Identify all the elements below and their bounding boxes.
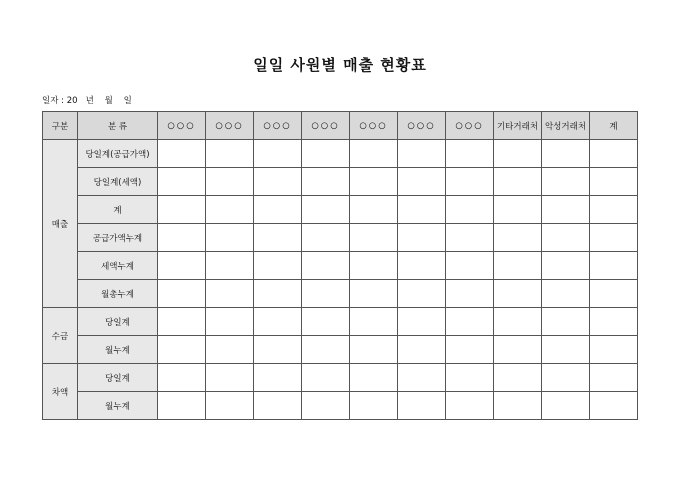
value-cell[interactable] (398, 392, 446, 420)
row-label: 당일계 (78, 364, 158, 392)
value-cell[interactable] (494, 308, 542, 336)
value-cell[interactable] (542, 196, 590, 224)
value-cell[interactable] (350, 196, 398, 224)
document-title: 일일 사원별 매출 현황표 (253, 56, 427, 74)
row-label: 월총누계 (78, 280, 158, 308)
table-row (43, 252, 638, 280)
value-cell[interactable] (302, 140, 350, 168)
value-cell[interactable] (398, 140, 446, 168)
value-cell[interactable] (446, 252, 494, 280)
value-cell[interactable] (206, 196, 254, 224)
value-cell[interactable] (590, 364, 638, 392)
value-cell[interactable] (446, 168, 494, 196)
value-cell[interactable] (350, 364, 398, 392)
value-cell[interactable] (590, 336, 638, 364)
date-line: 일자 : 20 년 월 일 (42, 96, 132, 106)
row-label: 당일계 (78, 308, 158, 336)
value-cell[interactable] (494, 392, 542, 420)
value-cell[interactable] (398, 364, 446, 392)
value-cell[interactable] (254, 392, 302, 420)
table-row (43, 224, 638, 252)
value-cell[interactable] (398, 196, 446, 224)
group-label: 수금 (43, 308, 78, 364)
value-cell[interactable] (446, 140, 494, 168)
value-cell[interactable] (350, 392, 398, 420)
value-cell[interactable] (158, 280, 206, 308)
column-header: ○○○ (446, 112, 494, 140)
value-cell[interactable] (542, 140, 590, 168)
value-cell[interactable] (446, 308, 494, 336)
value-cell[interactable] (158, 308, 206, 336)
value-cell[interactable] (542, 308, 590, 336)
value-cell[interactable] (398, 224, 446, 252)
column-header: ○○○ (302, 112, 350, 140)
value-cell[interactable] (254, 168, 302, 196)
value-cell[interactable] (158, 252, 206, 280)
value-cell[interactable] (254, 308, 302, 336)
value-cell[interactable] (254, 252, 302, 280)
value-cell[interactable] (158, 140, 206, 168)
value-cell[interactable] (350, 280, 398, 308)
value-cell[interactable] (350, 252, 398, 280)
value-cell[interactable] (254, 224, 302, 252)
value-cell[interactable] (206, 168, 254, 196)
value-cell[interactable] (494, 140, 542, 168)
column-header: ○○○ (158, 112, 206, 140)
table-row (43, 392, 638, 420)
value-cell[interactable] (158, 224, 206, 252)
header-row (43, 112, 638, 140)
table-row (43, 280, 638, 308)
group-label: 차액 (43, 364, 78, 420)
value-cell[interactable] (590, 140, 638, 168)
sales-table (42, 111, 638, 420)
value-cell[interactable] (446, 280, 494, 308)
value-cell[interactable] (590, 308, 638, 336)
value-cell[interactable] (302, 280, 350, 308)
value-cell[interactable] (302, 252, 350, 280)
value-cell[interactable] (302, 308, 350, 336)
column-header: 악성거래처 (542, 112, 590, 140)
value-cell[interactable] (206, 252, 254, 280)
value-cell[interactable] (350, 336, 398, 364)
row-label: 월누계 (78, 392, 158, 420)
column-header: 기타거래처 (494, 112, 542, 140)
row-label: 세액누계 (78, 252, 158, 280)
table-row (43, 364, 638, 392)
value-cell[interactable] (446, 364, 494, 392)
value-cell[interactable] (158, 364, 206, 392)
value-cell[interactable] (206, 336, 254, 364)
value-cell[interactable] (158, 196, 206, 224)
value-cell[interactable] (590, 168, 638, 196)
table-row (43, 140, 638, 168)
value-cell[interactable] (590, 224, 638, 252)
row-label: 당일계(세액) (78, 168, 158, 196)
value-cell[interactable] (542, 280, 590, 308)
value-cell[interactable] (494, 280, 542, 308)
value-cell[interactable] (206, 308, 254, 336)
row-label: 공급가액누계 (78, 224, 158, 252)
value-cell[interactable] (302, 224, 350, 252)
table-row (43, 196, 638, 224)
value-cell[interactable] (398, 280, 446, 308)
value-cell[interactable] (254, 364, 302, 392)
value-cell[interactable] (446, 224, 494, 252)
value-cell[interactable] (398, 252, 446, 280)
value-cell[interactable] (590, 252, 638, 280)
value-cell[interactable] (494, 364, 542, 392)
column-header: 계 (590, 112, 638, 140)
column-header: 분 류 (78, 112, 158, 140)
value-cell[interactable] (206, 364, 254, 392)
value-cell[interactable] (206, 392, 254, 420)
value-cell[interactable] (206, 280, 254, 308)
value-cell[interactable] (254, 280, 302, 308)
table-row (43, 168, 638, 196)
value-cell[interactable] (542, 364, 590, 392)
column-header: ○○○ (350, 112, 398, 140)
group-label: 매출 (43, 140, 78, 308)
value-cell[interactable] (446, 392, 494, 420)
value-cell[interactable] (590, 196, 638, 224)
value-cell[interactable] (494, 196, 542, 224)
value-cell[interactable] (302, 364, 350, 392)
value-cell[interactable] (254, 336, 302, 364)
value-cell[interactable] (494, 168, 542, 196)
value-cell[interactable] (446, 336, 494, 364)
value-cell[interactable] (302, 196, 350, 224)
value-cell[interactable] (158, 392, 206, 420)
value-cell[interactable] (302, 168, 350, 196)
value-cell[interactable] (350, 224, 398, 252)
value-cell[interactable] (494, 336, 542, 364)
table-row (43, 336, 638, 364)
value-cell[interactable] (590, 392, 638, 420)
value-cell[interactable] (302, 336, 350, 364)
value-cell[interactable] (254, 140, 302, 168)
value-cell[interactable] (206, 224, 254, 252)
value-cell[interactable] (542, 168, 590, 196)
value-cell[interactable] (494, 252, 542, 280)
value-cell[interactable] (302, 392, 350, 420)
value-cell[interactable] (542, 252, 590, 280)
value-cell[interactable] (446, 196, 494, 224)
value-cell[interactable] (350, 140, 398, 168)
value-cell[interactable] (350, 308, 398, 336)
value-cell[interactable] (158, 168, 206, 196)
column-header: ○○○ (398, 112, 446, 140)
row-label: 계 (78, 196, 158, 224)
row-label: 월누계 (78, 336, 158, 364)
column-header: 구분 (43, 112, 78, 140)
value-cell[interactable] (254, 196, 302, 224)
value-cell[interactable] (206, 140, 254, 168)
value-cell[interactable] (158, 336, 206, 364)
value-cell[interactable] (542, 392, 590, 420)
value-cell[interactable] (542, 224, 590, 252)
column-header: ○○○ (254, 112, 302, 140)
value-cell[interactable] (542, 336, 590, 364)
value-cell[interactable] (494, 224, 542, 252)
value-cell[interactable] (398, 308, 446, 336)
column-header: ○○○ (206, 112, 254, 140)
value-cell[interactable] (398, 336, 446, 364)
value-cell[interactable] (398, 168, 446, 196)
row-label: 당일계(공급가액) (78, 140, 158, 168)
value-cell[interactable] (590, 280, 638, 308)
table-row (43, 308, 638, 336)
value-cell[interactable] (350, 168, 398, 196)
